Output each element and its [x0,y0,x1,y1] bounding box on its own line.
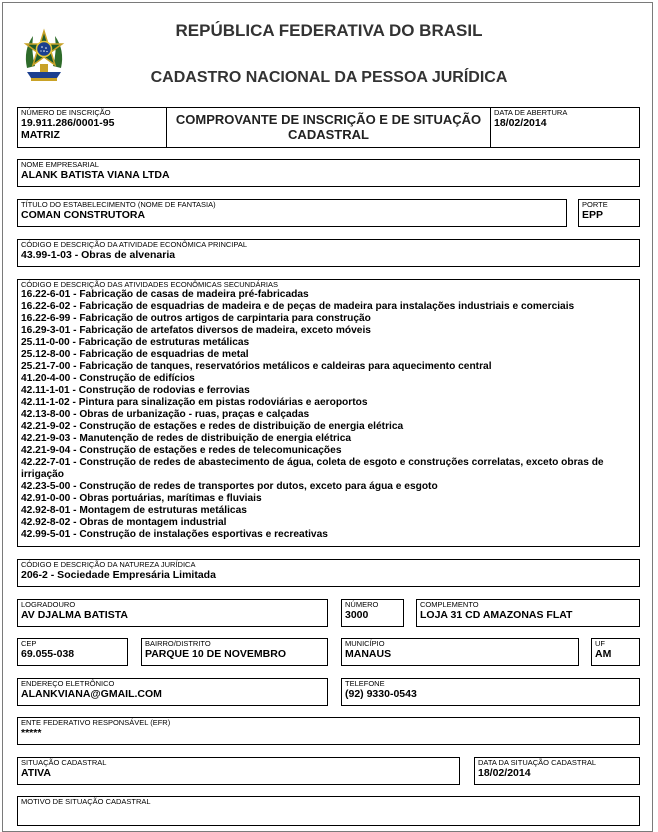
efr-label: ENTE FEDERATIVO RESPONSÁVEL (EFR) [21,718,171,727]
atividades-secundarias-list [21,289,636,541]
bairro-value: PARQUE 10 DE NOVEMBRO [145,648,286,660]
list-item: 42.23-5-00 - Construção de redes de transportes por dutos, exceto para água e esgoto [21,481,438,492]
inscricao-label: NÚMERO DE INSCRIÇÃO [21,108,111,117]
telefone-value: (92) 9330-0543 [345,688,417,700]
list-item: 42.99-5-01 - Construção de instalações esportivas e recreativas [21,529,328,540]
motivo-label: MOTIVO DE SITUAÇÃO CADASTRAL [21,797,151,806]
municipio-value: MANAUS [345,648,392,660]
email-label: ENDEREÇO ELETRÔNICO [21,679,115,688]
list-item: 42.92-8-01 - Montagem de estruturas metálicas [21,505,247,516]
municipio-box [341,638,579,666]
complemento-label: COMPLEMENTO [420,600,479,609]
situacao-value: ATIVA [21,767,51,779]
atividades-secundarias-box [17,279,640,547]
nome-empresarial-box [17,159,640,187]
list-item: 42.22-7-01 - Construção de redes de abastecimento de água, coleta de esgoto e construções correlatas, exceto obras de irrigação [21,457,604,480]
document-subtitle: CADASTRO NACIONAL DA PESSOA JURÍDICA [150,69,508,86]
nome-fantasia-value: COMAN CONSTRUTORA [21,209,146,221]
logradouro-value: AV DJALMA BATISTA [21,609,128,621]
list-item: 42.11-1-02 - Pintura para sinalização em pistas rodoviárias e aeroportos [21,397,368,408]
logradouro-label: LOGRADOURO [21,600,76,609]
comprovante-heading: COMPROVANTE DE INSCRIÇÃO E DE SITUAÇÃO CADASTRAL [166,107,491,148]
list-item: 42.21-9-02 - Construção de estações e redes de distribuição de energia elétrica [21,421,404,432]
list-item: 42.92-8-02 - Obras de montagem industrial [21,517,227,528]
email-value: ALANKVIANA@GMAIL.COM [21,688,162,700]
situacao-box [17,757,460,785]
bairro-box [141,638,328,666]
situacao-label: SITUAÇÃO CADASTRAL [21,758,107,767]
abertura-date: 18/02/2014 [494,117,547,129]
complemento-value: LOJA 31 CD AMAZONAS FLAT [420,609,573,621]
nome-empresarial-value: ALANK BATISTA VIANA LTDA [21,169,170,181]
list-item: 16.29-3-01 - Fabricação de artefatos diversos de madeira, exceto móveis [21,325,371,336]
list-item: 25.12-8-00 - Fabricação de esquadrias de metal [21,349,249,360]
atividades-secundarias-label: CÓDIGO E DESCRIÇÃO DAS ATIVIDADES ECONÔMICAS SECUNDÁRIAS [21,280,278,289]
email-box [17,678,328,706]
list-item: 42.13-8-00 - Obras de urbanização - ruas, praças e calçadas [21,409,310,420]
complemento-box [416,599,640,627]
numero-label: NÚMERO [345,600,379,609]
uf-label: UF [595,639,605,648]
cep-value: 69.055-038 [21,648,75,660]
telefone-box [341,678,640,706]
nome-empresarial-label: NOME EMPRESARIAL [21,160,99,169]
data-situacao-value: 18/02/2014 [478,767,531,779]
list-item: 41.20-4-00 - Construção de edifícios [21,373,195,384]
municipio-label: MUNICÍPIO [345,639,385,648]
porte-value: EPP [582,209,604,221]
list-item: 25.11-0-00 - Fabricação de estruturas metálicas [21,337,250,348]
porte-label: PORTE [582,200,608,209]
nome-fantasia-label: TÍTULO DO ESTABELECIMENTO (NOME DE FANTASIA) [21,200,216,209]
atividade-principal-label: CÓDIGO E DESCRIÇÃO DA ATIVIDADE ECONÔMICA PRINCIPAL [21,240,248,249]
numero-box [341,599,404,627]
natureza-juridica-box [17,559,640,587]
efr-value: ***** [21,727,42,739]
porte-box [578,199,640,227]
list-item: 16.22-6-99 - Fabricação de outros artigos de carpintaria para construção [21,313,371,324]
data-situacao-box [474,757,640,785]
document-title: REPÚBLICA FEDERATIVA DO BRASIL [175,21,483,40]
abertura-label: DATA DE ABERTURA [494,108,568,117]
bairro-label: BAIRRO/DISTRITO [145,639,211,648]
abertura-box [490,107,640,148]
list-item: 25.21-7-00 - Fabricação de tanques, reservatórios metálicos e caldeiras para aquecimento central [21,361,492,372]
list-item: 42.21-9-03 - Manutenção de redes de distribuição de energia elétrica [21,433,352,444]
list-item: 16.22-6-02 - Fabricação de esquadrias de madeira e de peças de madeira para instalações industriais e comerciais [21,301,575,312]
efr-box [17,717,640,745]
numero-value: 3000 [345,609,369,621]
cep-label: CEP [21,639,37,648]
nome-fantasia-box [17,199,567,227]
natureza-juridica-value: 206-2 - Sociedade Empresária Limitada [21,569,216,581]
inscricao-number: 19.911.286/0001-95 [21,117,115,129]
uf-value: AM [595,648,612,660]
telefone-label: TELEFONE [345,679,385,688]
cep-box [17,638,128,666]
motivo-box [17,796,640,826]
logradouro-box [17,599,328,627]
inscricao-box [17,107,167,148]
inscricao-type: MATRIZ [21,129,60,141]
atividade-principal-value: 43.99-1-03 - Obras de alvenaria [21,249,176,261]
data-situacao-label: DATA DA SITUAÇÃO CADASTRAL [478,758,597,767]
list-item: 42.21-9-04 - Construção de estações e redes de telecomunicações [21,445,342,456]
natureza-juridica-label: CÓDIGO E DESCRIÇÃO DA NATUREZA JURÍDICA [21,560,196,569]
uf-box [591,638,640,666]
list-item: 42.11-1-01 - Construção de rodovias e ferrovias [21,385,250,396]
atividade-principal-box [17,239,640,267]
list-item: 42.91-0-00 - Obras portuárias, marítimas e fluviais [21,493,262,504]
list-item: 16.22-6-01 - Fabricação de casas de madeira pré-fabricadas [21,289,309,300]
